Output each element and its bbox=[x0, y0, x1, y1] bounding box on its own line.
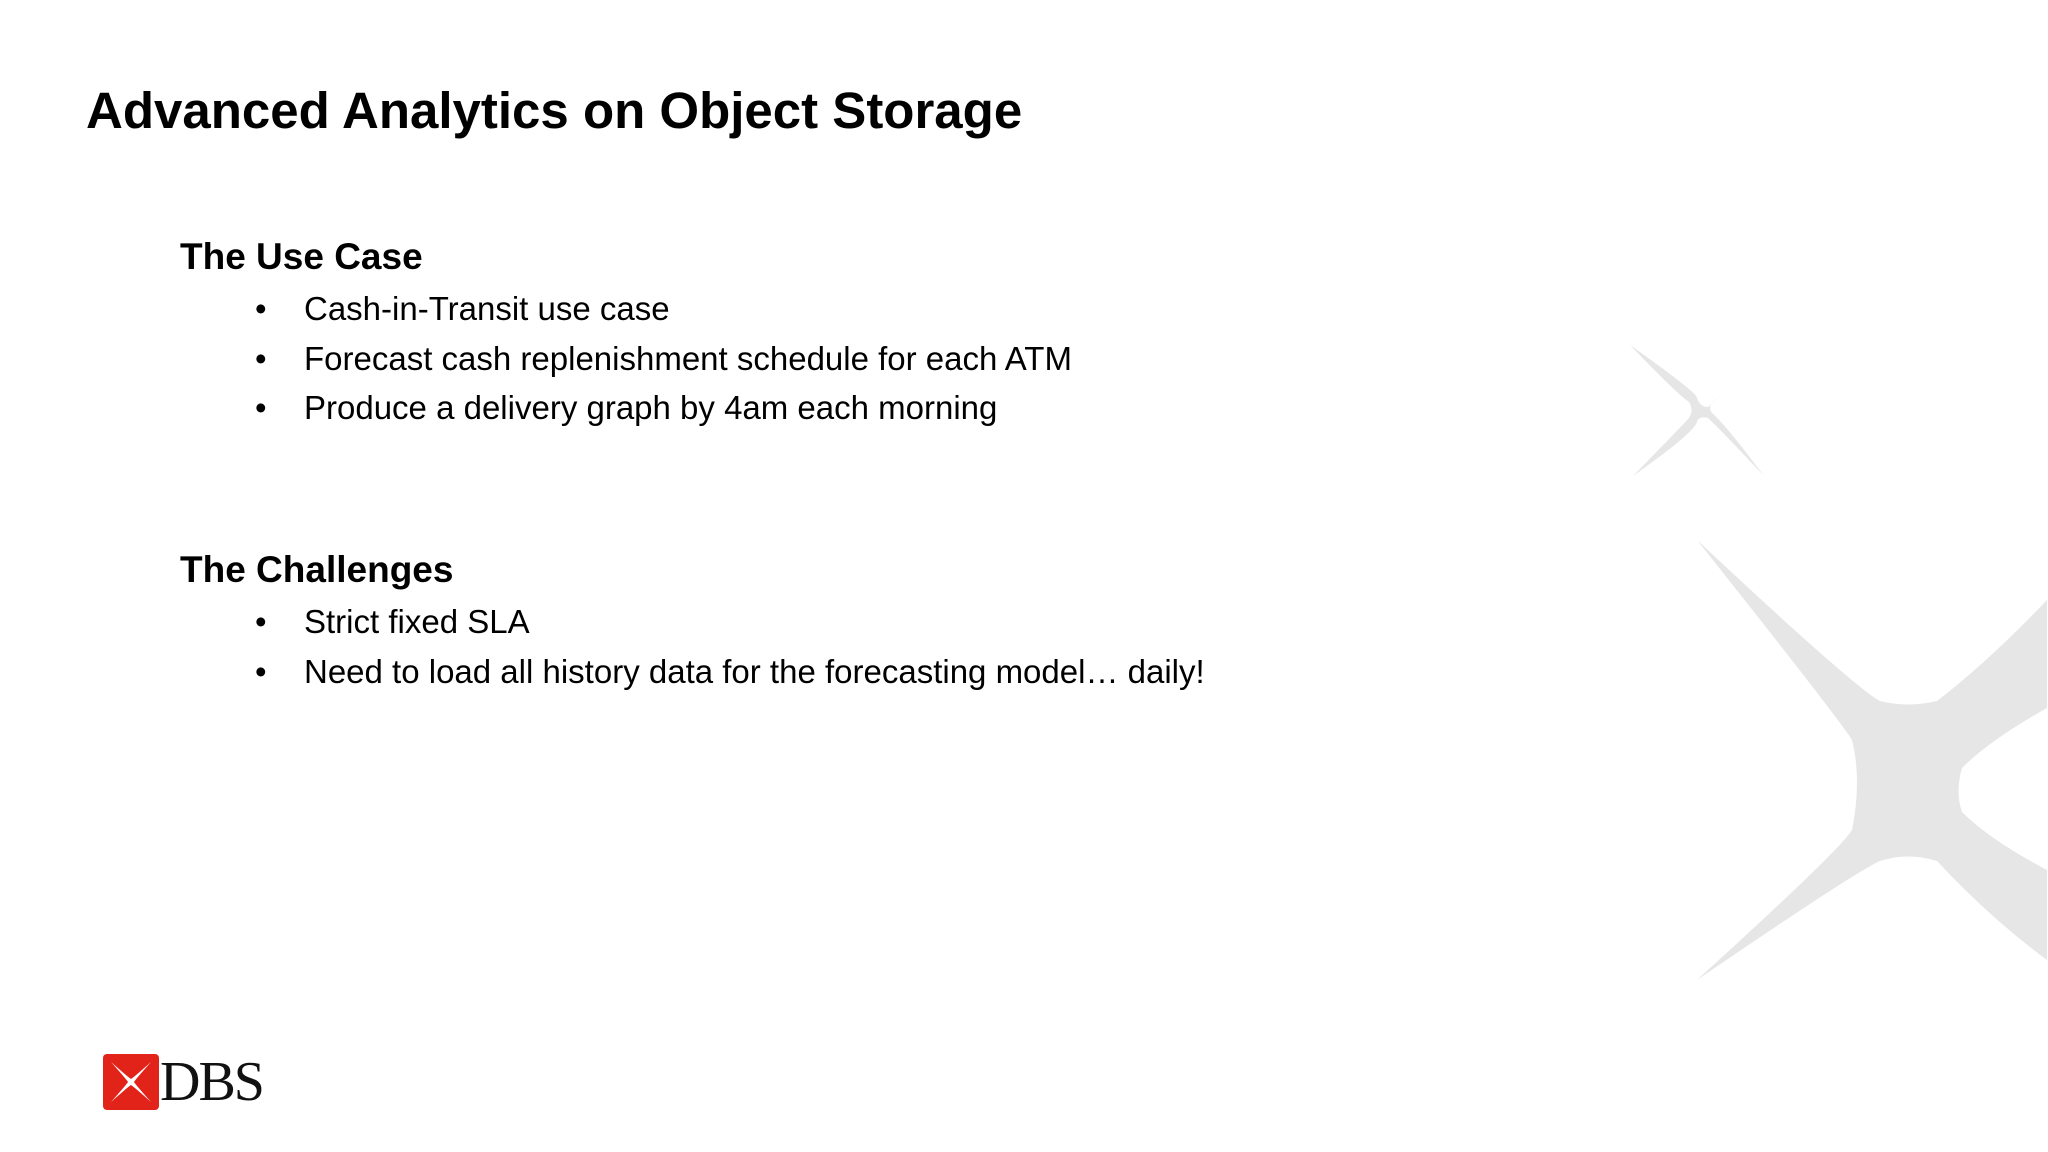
dbs-wordmark: DBS bbox=[160, 1051, 263, 1113]
list-item-text: Produce a delivery graph by 4am each morning bbox=[304, 389, 998, 426]
list-item bbox=[180, 647, 1205, 697]
slide-title: Advanced Analytics on Object Storage bbox=[86, 82, 1023, 139]
bullet-list bbox=[180, 284, 1072, 433]
bullet-icon: • bbox=[255, 389, 267, 426]
bullet-list bbox=[180, 597, 1205, 696]
list-item bbox=[180, 334, 1072, 384]
list-item-text: Need to load all history data for the forecasting model… daily! bbox=[304, 652, 1205, 690]
bullet-icon: • bbox=[255, 290, 267, 327]
list-item bbox=[180, 383, 1072, 433]
list-item bbox=[180, 284, 1072, 334]
dbs-logo-mark-icon bbox=[103, 1054, 159, 1110]
list-item-text: Cash-in-Transit use case bbox=[304, 290, 670, 327]
section-heading: The Use Case bbox=[180, 236, 423, 277]
dbs-x-watermark-icon bbox=[1600, 330, 2048, 1010]
bullet-icon: • bbox=[255, 603, 267, 640]
section-challenges bbox=[180, 543, 1205, 696]
section-heading: The Challenges bbox=[180, 549, 454, 590]
bullet-icon: • bbox=[255, 339, 267, 377]
list-item bbox=[180, 597, 1205, 647]
section-use-case bbox=[180, 230, 1072, 433]
list-item-text: Strict fixed SLA bbox=[304, 603, 530, 640]
list-item-text: Forecast cash replenishment schedule for each ATM bbox=[304, 339, 1072, 377]
bullet-icon: • bbox=[255, 652, 267, 690]
dbs-logo bbox=[103, 1051, 263, 1113]
